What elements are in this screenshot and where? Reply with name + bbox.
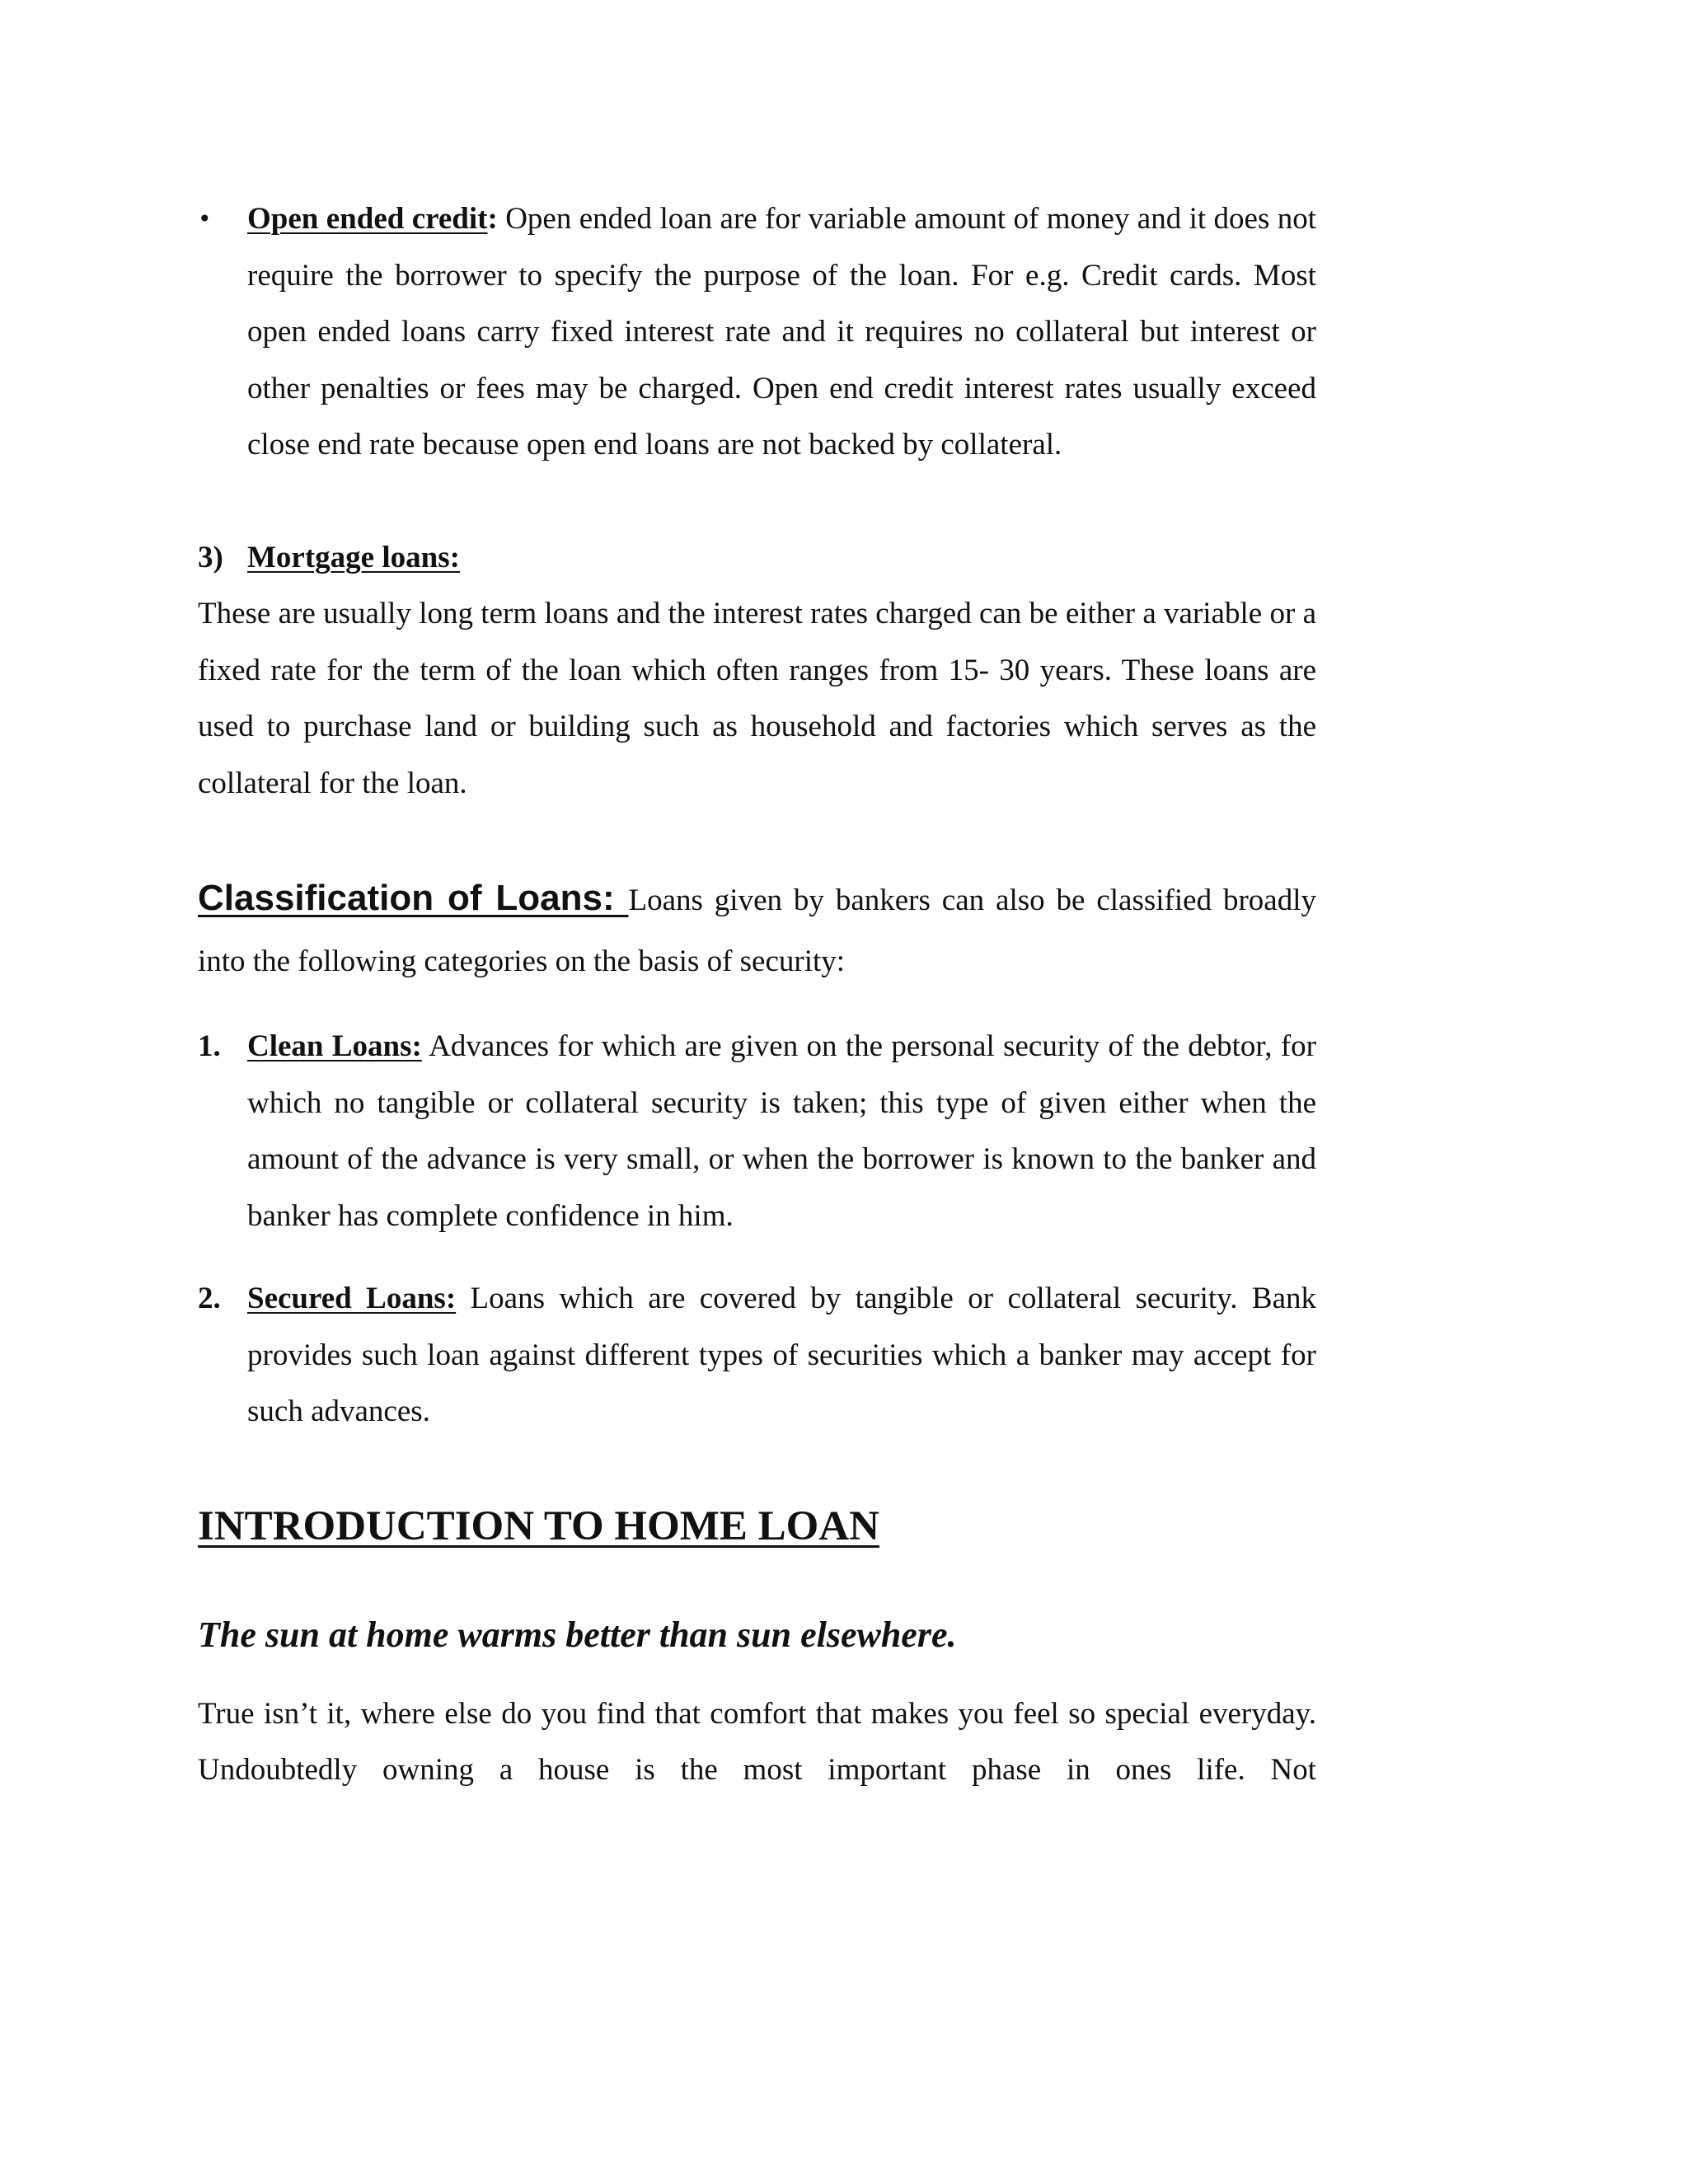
- open-ended-credit-text: Open ended loan are for variable amount of money and it does not require the borrower to specify the purpose of the loan. For e.g. Credit cards. Most open ended loans carry fixed interest rate and it requires no collateral but interest or other penalties or fees may be charged. Open end credit interest rates usually exceed close end rate because open end loans are not backed by collateral.: [247, 202, 1317, 462]
- home-loan-heading: INTRODUCTION TO HOME LOAN: [198, 1502, 879, 1549]
- classification-paragraph: [198, 868, 1316, 992]
- spacer: [198, 992, 1316, 1019]
- term-colon: :: [487, 202, 498, 236]
- mortgage-number: 3): [198, 540, 223, 574]
- secured-loans-text: Loans which are covered by tangible or collateral security. Bank provides such loan against different types of securities which a banker may accept for such advances.: [247, 1282, 1316, 1428]
- open-ended-credit-term: Open ended credit: [247, 202, 488, 236]
- clean-loans-item: [198, 1019, 1316, 1244]
- home-loan-text: True isn’t it, where else do you find that comfort that makes you feel so special everyday. Undoubtedly owning a house is the most important phase in ones life. Not: [198, 1696, 1316, 1787]
- spacer: [198, 1554, 1316, 1607]
- mortgage-paragraph: These are usually long term loans and the interest rates charged can be either a variable or a fixed rate for the term of the loan which often ranges from 15- 30 years. These loans are used to purchase land or building such as household and factories which serves as the collateral for the loan.: [198, 597, 1316, 800]
- secured-loans-term: Secured Loans:: [247, 1282, 457, 1315]
- mortgage-heading-text: Mortgage loans:: [247, 540, 460, 574]
- open-ended-credit-paragraph: [198, 191, 1316, 474]
- clean-loans-number: 1.: [198, 1029, 221, 1063]
- spacer: [198, 1441, 1316, 1498]
- home-loan-quote: The sun at home warms better than sun elsewhere.: [198, 1614, 957, 1655]
- clean-loans-text: Advances for which are given on the personal security of the debtor, for which no tangible or collateral security is taken; this type of given either when the amount of the advance is very small, or when the borrower is known to the banker and banker has complete confidence in him.: [247, 1029, 1316, 1233]
- secured-loans-number: 2.: [198, 1282, 221, 1315]
- clean-loans-term: Clean Loans:: [247, 1029, 422, 1063]
- mortgage-heading: [198, 530, 1316, 587]
- spacer: [198, 812, 1316, 868]
- page-content: [198, 191, 1316, 1799]
- secured-loans-item: [198, 1271, 1316, 1441]
- bullet-marker: •: [198, 205, 212, 232]
- spacer: [198, 474, 1316, 530]
- home-loan-paragraph: [198, 1686, 1316, 1799]
- classification-heading: Classification of Loans:: [198, 878, 629, 918]
- classification-text: Loans given by bankers can also be classified broadly into the following categories on the basis of security:: [198, 883, 1317, 978]
- spacer: [198, 1663, 1316, 1686]
- spacer: [198, 1244, 1316, 1271]
